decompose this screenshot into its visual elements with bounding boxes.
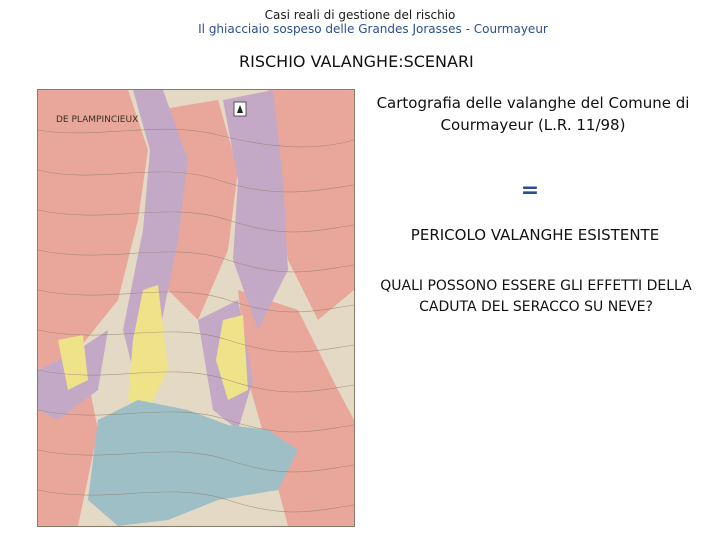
avalanche-map — [37, 89, 355, 527]
danger-statement: PERICOLO VALANGHE ESISTENTE — [410, 226, 660, 244]
equals-sign: = — [520, 178, 540, 203]
header-subtitle: Casi reali di gestione del rischio — [264, 8, 456, 22]
map-caption: Cartografia delle valanghe del Comune di Courmayeur (L.R. 11/98) — [376, 94, 690, 134]
map-label-plampincieux: DE PLAMPINCIEUX — [56, 115, 139, 125]
slide-title: RISCHIO VALANGHE:SCENARI — [239, 52, 474, 71]
avalanche-map-drawing — [38, 90, 354, 526]
header-topic: Il ghiacciaio sospeso delle Grandes Jorasses - Courmayeur — [198, 22, 548, 36]
question-text: QUALI POSSONO ESSERE GLI EFFETTI DELLA CADUTA DEL SERACCO SU NEVE? — [380, 278, 692, 315]
